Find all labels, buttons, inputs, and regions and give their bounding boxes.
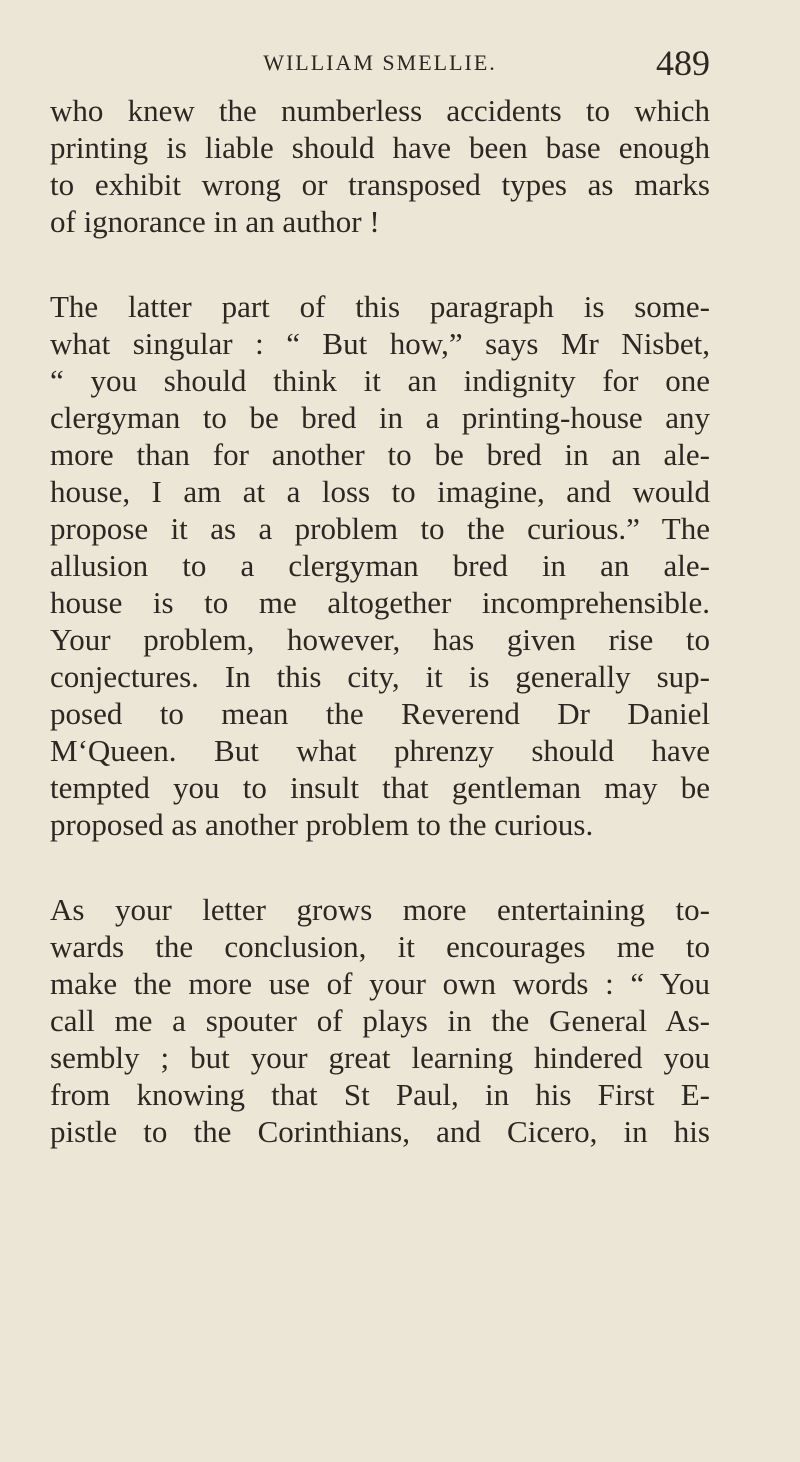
- text-line: The latter part of this paragraph is some-: [50, 289, 710, 324]
- text-line: printing is liable should have been base enough: [50, 130, 710, 165]
- text-line: pistle to the Corinthians, and Cicero, in his: [50, 1114, 710, 1149]
- text-line: “ you should think it an indignity for one: [50, 363, 710, 398]
- text-line: from knowing that St Paul, in his First E-: [50, 1077, 710, 1112]
- text-line: Your problem, however, has given rise to: [50, 622, 710, 657]
- text-line: of ignorance in an author !: [50, 204, 380, 239]
- paragraph-1: [50, 92, 710, 240]
- text-line: As your letter grows more entertaining to-: [50, 892, 710, 927]
- text-line: proposed as another problem to the curious.: [50, 807, 594, 842]
- text-line: call me a spouter of plays in the General As-: [50, 1003, 710, 1038]
- text-line: make the more use of your own words : “ You: [50, 966, 710, 1001]
- text-line: M‘Queen. But what phrenzy should have: [50, 733, 710, 768]
- paragraph-gap: [50, 240, 710, 288]
- text-line: who knew the numberless accidents to which: [50, 93, 710, 128]
- running-title: WILLIAM SMELLIE.: [263, 50, 497, 75]
- text-line: house is to me altogether incomprehensible.: [50, 585, 710, 620]
- text-line: wards the conclusion, it encourages me to: [50, 929, 710, 964]
- text-line: allusion to a clergyman bred in an ale-: [50, 548, 710, 583]
- running-head: [50, 42, 710, 82]
- text-line: more than for another to be bred in an ale-: [50, 437, 710, 472]
- text-line: to exhibit wrong or transposed types as marks: [50, 167, 710, 202]
- page-number: 489: [656, 43, 710, 83]
- text-line: sembly ; but your great learning hindered you: [50, 1040, 710, 1075]
- text-line: house, I am at a loss to imagine, and would: [50, 474, 710, 509]
- body-text: [50, 92, 710, 1150]
- paragraph-2: [50, 288, 710, 843]
- paragraph-gap: [50, 843, 710, 891]
- text-line: posed to mean the Reverend Dr Daniel: [50, 696, 710, 731]
- text-line: tempted you to insult that gentleman may be: [50, 770, 710, 805]
- text-line: conjectures. In this city, it is generally sup-: [50, 659, 710, 694]
- paragraph-3: [50, 891, 710, 1150]
- text-line: clergyman to be bred in a printing-house any: [50, 400, 710, 435]
- text-line: what singular : “ But how,” says Mr Nisbet,: [50, 326, 710, 361]
- text-line: propose it as a problem to the curious.” The: [50, 511, 710, 546]
